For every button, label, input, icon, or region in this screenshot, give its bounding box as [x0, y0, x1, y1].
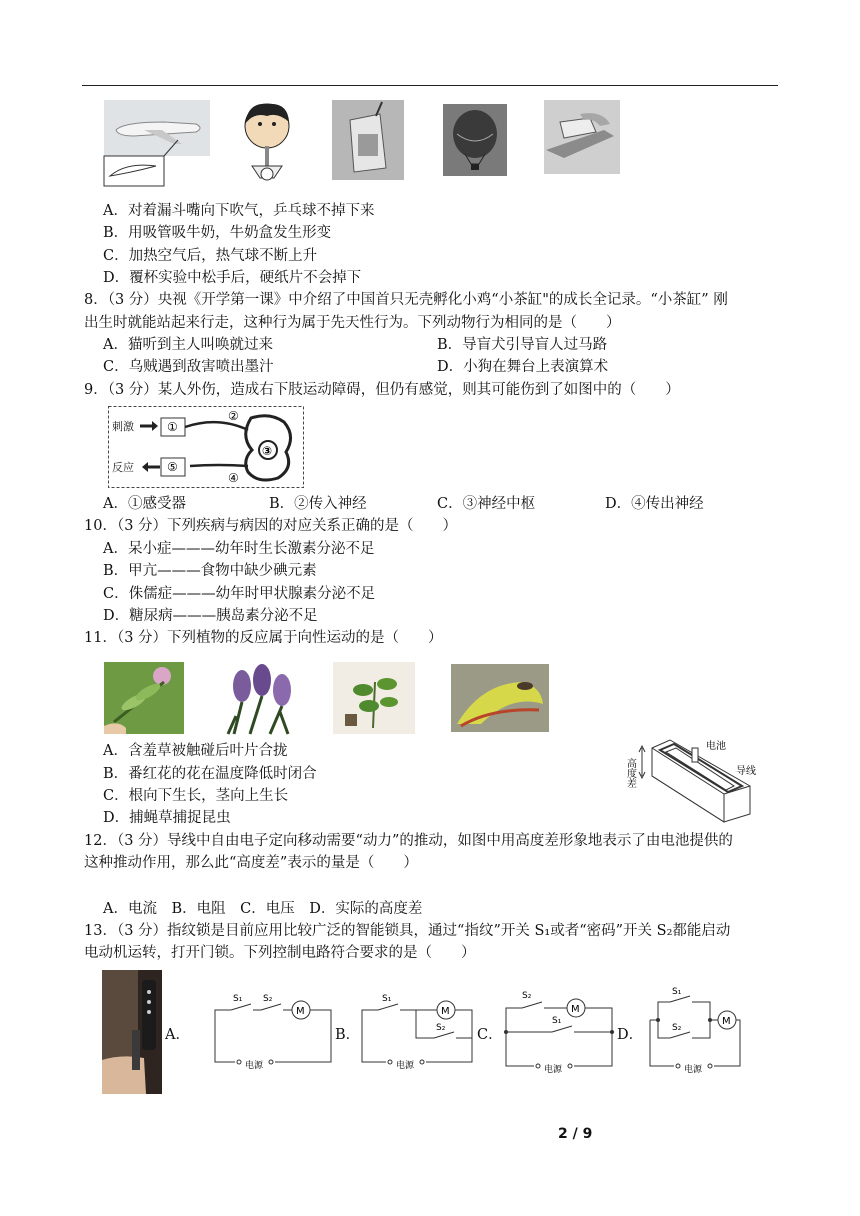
- node-2-label: ②: [228, 409, 239, 423]
- q12-options: A．电流 B．电阻 C．电压 D．实际的高度差: [103, 901, 423, 917]
- circuit-b-s2-label: S₂: [436, 1023, 446, 1033]
- crocus-image: [224, 662, 300, 734]
- circuit-c-s1-label: S₁: [552, 1016, 562, 1026]
- header-rule: [82, 85, 778, 86]
- venus-flytrap-image: [451, 664, 549, 732]
- q8-stem-line2: 出生时就能站起来行走，这种行为属于先天性行为。下列动物行为相同的是（ ）: [84, 315, 621, 331]
- q12-stem-line1: 12．（3 分）导线中自由电子定向移动需要“动力”的推动，如图中用高度差形象地表示了由电池提供的: [84, 833, 733, 849]
- q9-option-a: A．①感受器: [103, 496, 186, 512]
- q12-stem-line2: 这种推动作用，那么此“高度差”表示的量是（ ）: [84, 855, 418, 871]
- circuit-b: [356, 990, 476, 1070]
- circuit-a: [205, 990, 333, 1070]
- height-difference-label: 高度差: [624, 758, 636, 788]
- circuit-d-source-label: 电源: [684, 1065, 703, 1075]
- q9-option-b: B．②传入神经: [269, 496, 367, 512]
- circuit-b-source-label: 电源: [396, 1061, 415, 1071]
- node-4-label: ④: [228, 471, 239, 485]
- circuit-d-s1-label: S₁: [672, 987, 682, 997]
- q8-option-b: B．导盲犬引导盲人过马路: [437, 337, 608, 353]
- q13-stem-line1: 13．（3 分）指纹锁是目前应用比较广泛的智能锁具，通过“指纹”开关 S₁或者“密码”开关 S₂都能启动: [84, 923, 731, 939]
- response-label: 反应: [112, 461, 134, 474]
- q10-option-a: A．呆小症———幼年时生长激素分泌不足: [103, 541, 375, 557]
- circuit-c: [500, 986, 618, 1076]
- fingerprint-lock-image: [102, 970, 162, 1094]
- q7-option-d: D．覆杯实验中松手后，硬纸片不会掉下: [103, 270, 362, 286]
- q13-label-a: A．: [165, 1027, 190, 1043]
- node-5-label: ⑤: [167, 460, 178, 474]
- q10-option-b: B．甲亢———食物中缺少碘元素: [103, 563, 317, 579]
- battery-label: 电池: [706, 741, 726, 752]
- circuit-a-s2-label: S₂: [263, 994, 273, 1004]
- circuit-d: [640, 986, 744, 1076]
- circuit-b-s1-label: S₁: [382, 994, 392, 1004]
- milk-carton-image: [332, 100, 404, 180]
- q7-option-b: B．用吸管吸牛奶，牛奶盒发生形变: [103, 225, 332, 241]
- q8-option-c: C．乌贼遇到敌害喷出墨汁: [103, 359, 274, 375]
- q9-option-c: C．③神经中枢: [437, 496, 536, 512]
- circuit-b-motor-label: M: [441, 1006, 450, 1017]
- q7-option-c: C．加热空气后，热气球不断上升: [103, 248, 318, 264]
- node-1-label: ①: [167, 420, 178, 434]
- height-difference-diagram: [624, 736, 770, 824]
- mimosa-image: [104, 662, 184, 734]
- stimulus-label: 刺激: [112, 420, 134, 433]
- q8-stem-line1: 8．（3 分）央视《开学第一课》中介绍了中国首只无壳孵化小鸡“小茶缸"的成长全记录。“小茶缸” 刚: [84, 292, 728, 308]
- wire-label: 导线: [736, 766, 756, 777]
- q11-option-a: A．含羞草被触碰后叶片合拢: [103, 743, 288, 759]
- circuit-a-s1-label: S₁: [233, 994, 243, 1004]
- circuit-c-source-label: 电源: [544, 1065, 563, 1075]
- q13-label-d: D．: [617, 1027, 644, 1043]
- funnel-pingpong-image: [234, 100, 300, 186]
- cup-paper-experiment-image: [544, 100, 620, 174]
- q9-option-d: D．④传出神经: [605, 496, 704, 512]
- q10-stem: 10．（3 分）下列疾病与病因的对应关系正确的是（ ）: [84, 518, 458, 534]
- reflex-arc-diagram: [108, 406, 304, 488]
- circuit-c-s2-label: S₂: [522, 991, 532, 1001]
- q11-option-d: D．捕蝇草捕捉昆虫: [103, 810, 231, 826]
- airplane-wing-image: [104, 100, 210, 186]
- q10-option-d: D．糖尿病———胰岛素分泌不足: [103, 608, 318, 624]
- q13-label-c: C．: [477, 1027, 503, 1043]
- q11-stem: 11．（3 分）下列植物的反应属于向性运动的是（ ）: [84, 630, 443, 646]
- q8-option-d: D．小狗在舞台上表演算术: [437, 359, 609, 375]
- circuit-c-motor-label: M: [571, 1004, 580, 1015]
- q7-option-a: A．对着漏斗嘴向下吹气，乒乓球不掉下来: [103, 203, 375, 219]
- hot-air-balloon-image: [443, 104, 507, 176]
- q11-option-c: C．根向下生长，茎向上生长: [103, 788, 289, 804]
- circuit-d-motor-label: M: [722, 1016, 731, 1027]
- q9-stem: 9．（3 分）某人外伤，造成右下肢运动障碍，但仍有感觉，则其可能伤到了如图中的（ ）: [84, 382, 680, 398]
- circuit-d-s2-label: S₂: [672, 1023, 682, 1033]
- page-number: 2 / 9: [558, 1126, 593, 1142]
- q8-option-a: A．猫听到主人叫唤就过来: [103, 337, 273, 353]
- circuit-a-motor-label: M: [296, 1006, 305, 1017]
- q13-label-b: B．: [335, 1027, 361, 1043]
- circuit-a-source-label: 电源: [245, 1061, 264, 1071]
- q10-option-c: C．侏儒症———幼年时甲状腺素分泌不足: [103, 586, 376, 602]
- q13-stem-line2: 电动机运转，打开门锁。下列控制电路符合要求的是（ ）: [84, 945, 476, 961]
- q11-option-b: B．番红花的花在温度降低时闭合: [103, 766, 317, 782]
- root-stem-plant-image: [333, 662, 415, 734]
- node-3-label: ③: [262, 444, 273, 458]
